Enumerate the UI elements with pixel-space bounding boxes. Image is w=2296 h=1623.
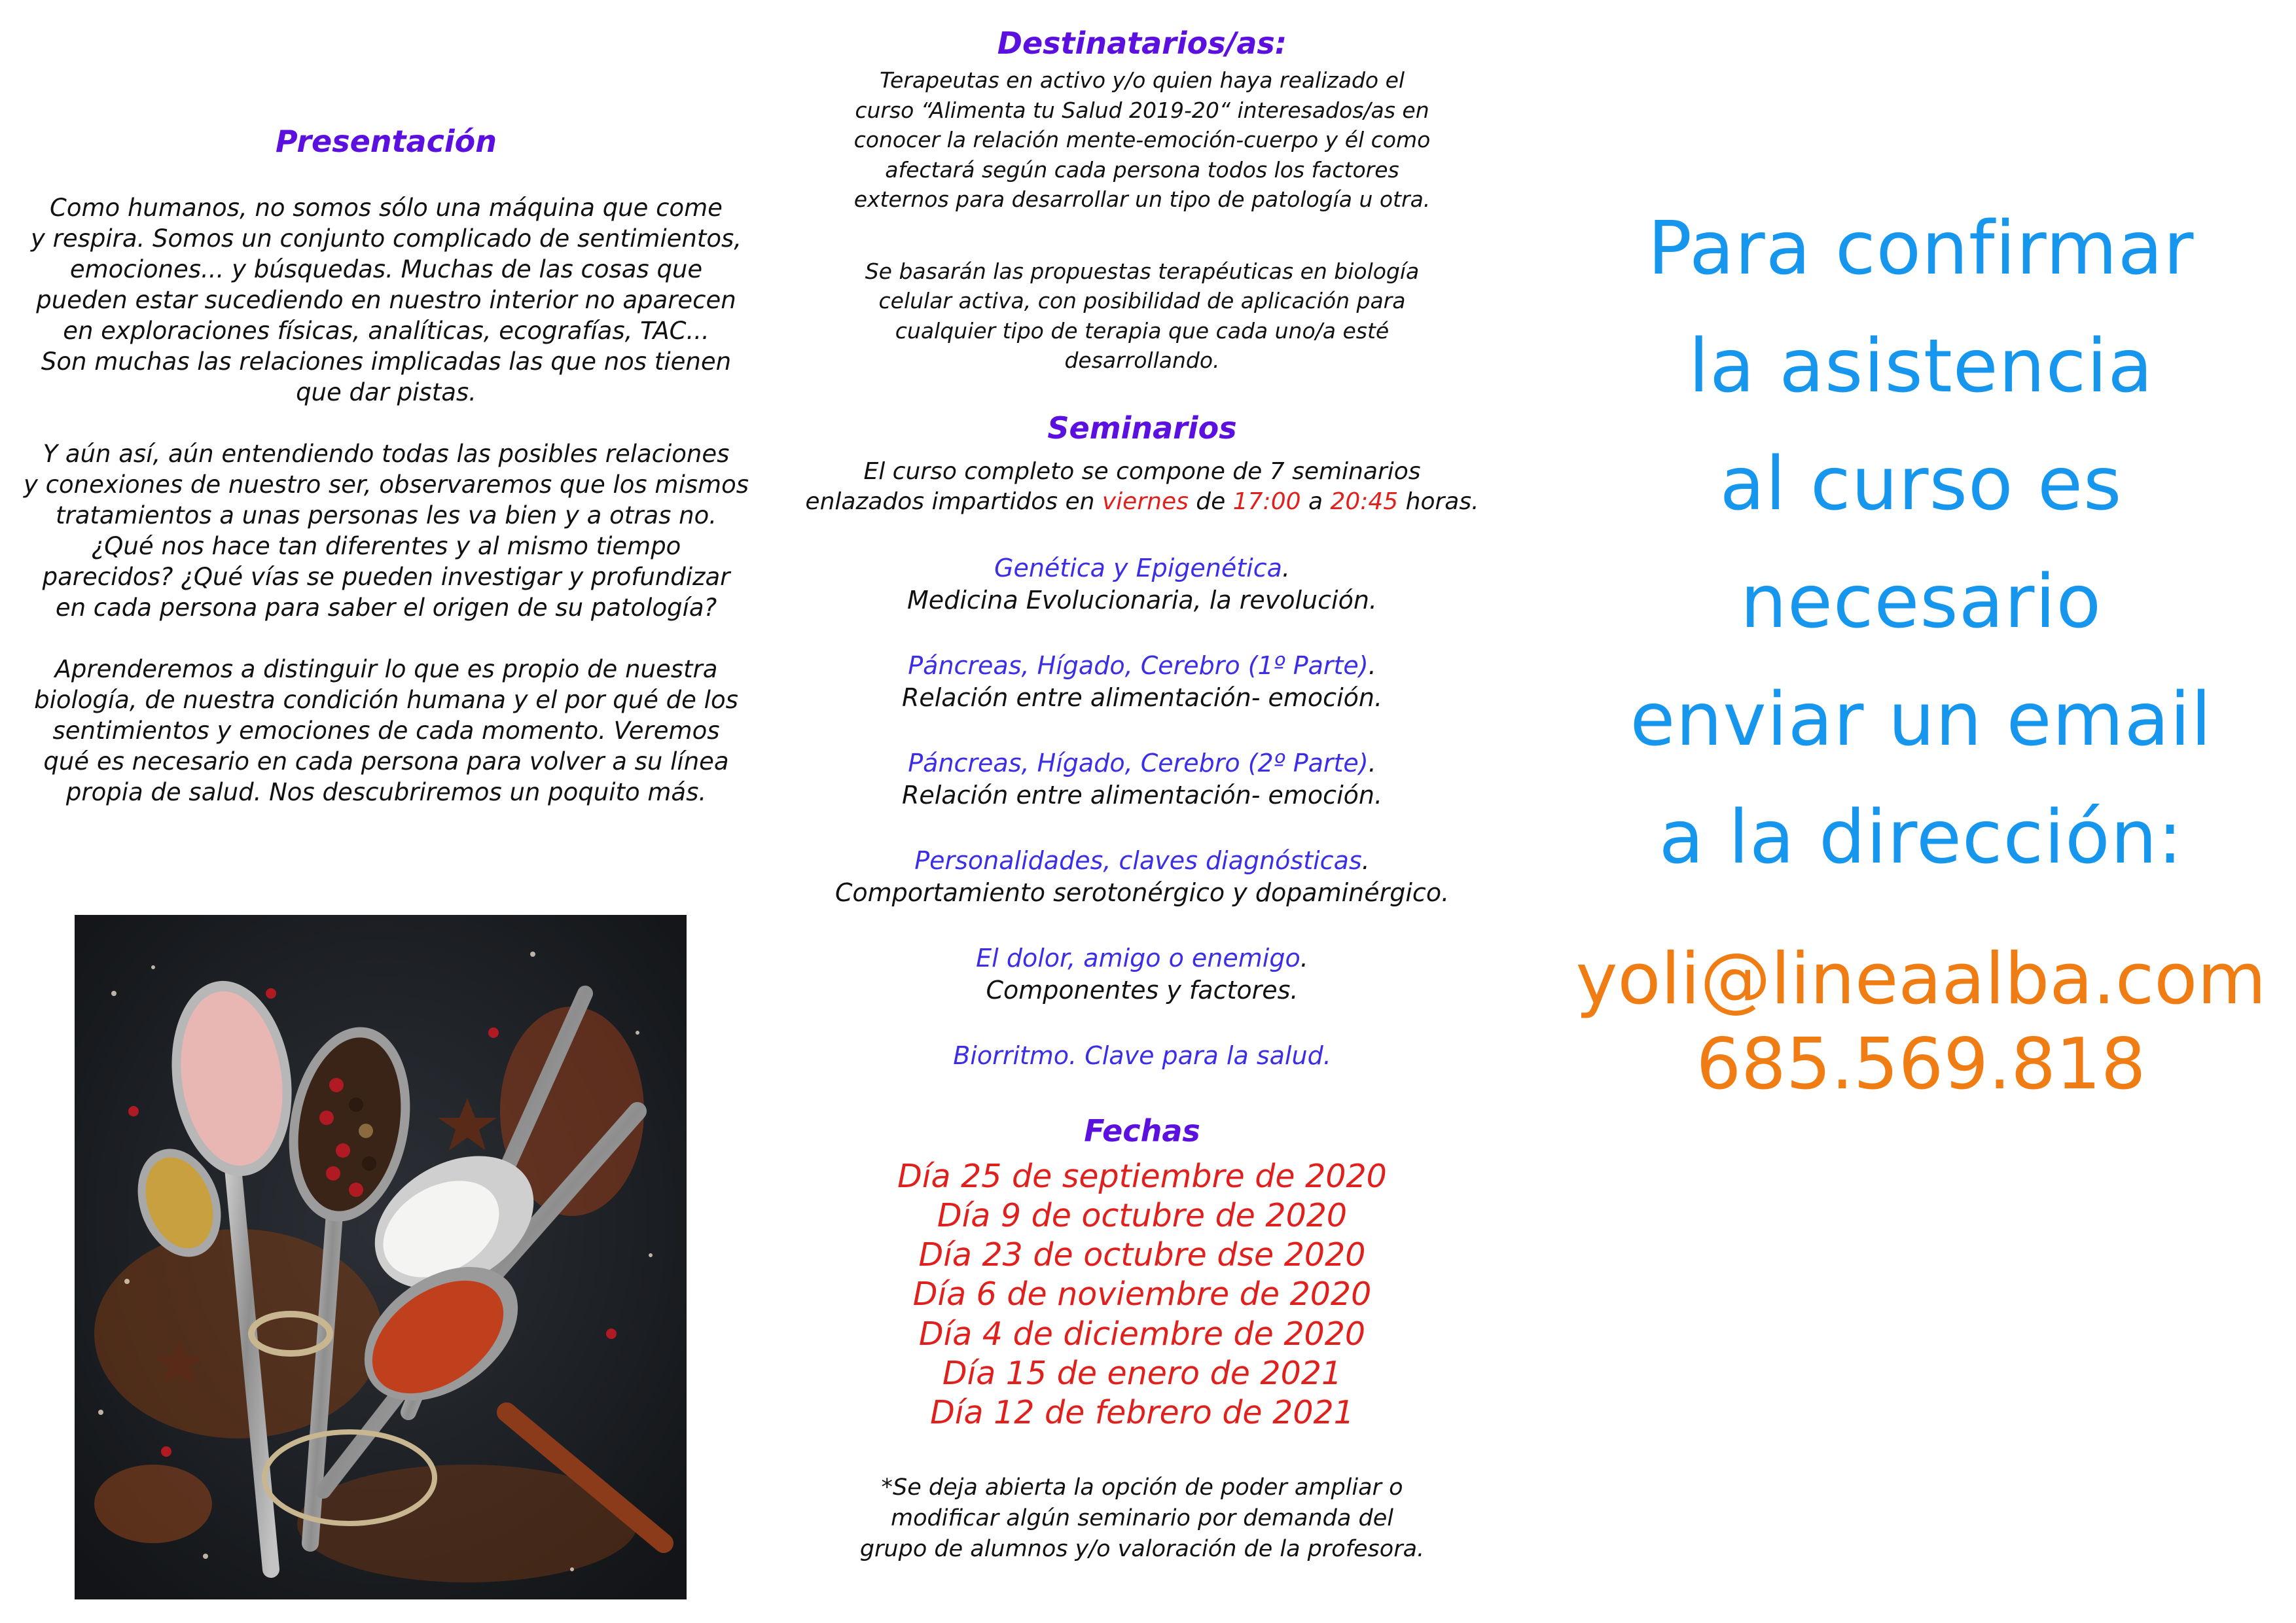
- text-line: *Se deja abierta la opción de poder ampliar o: [881, 1474, 1403, 1501]
- message-line: al curso es: [1719, 442, 2123, 527]
- confirmation-column: [1564, 190, 2278, 1107]
- text-line: y conexiones de nuestro ser, observaremos que los mismos: [24, 471, 749, 499]
- presentation-heading: Presentación: [276, 124, 497, 159]
- date-item: Día 6 de noviembre de 2020: [912, 1275, 1372, 1313]
- seminar-item: Páncreas, Hígado, Cerebro (2º Parte). Relación entre alimentación- emoción.: [792, 747, 1492, 812]
- text-line: que dar pistas.: [296, 378, 476, 406]
- presentation-column: [13, 122, 759, 838]
- message-line: Para confirmar: [1647, 206, 2195, 291]
- date-item: Día 12 de febrero de 2021: [930, 1394, 1354, 1432]
- text-line: pueden estar sucediendo en nuestro interior no aparecen: [36, 286, 736, 314]
- seminar-title: Biorritmo. Clave para la salud.: [953, 1041, 1331, 1070]
- message-line: a la dirección:: [1659, 795, 2183, 880]
- date-item: Día 9 de octubre de 2020: [937, 1196, 1348, 1234]
- text-line: tratamientos a unas personas les va bien y a otras no.: [55, 501, 717, 529]
- text-line: modificar algún seminario por demanda del: [891, 1505, 1393, 1531]
- seminar-start-time: 17:00: [1232, 488, 1301, 515]
- spices-illustration: [75, 915, 687, 1599]
- recipients-paragraph: [792, 257, 1492, 376]
- seminar-item: Páncreas, Hígado, Cerebro (1º Parte). Relación entre alimentación- emoción.: [792, 650, 1492, 714]
- date-item: Día 4 de diciembre de 2020: [918, 1315, 1366, 1353]
- text-line: Terapeutas en activo y/o quien haya realizado el: [879, 67, 1405, 93]
- text-line: El curso completo se compone de 7 seminarios: [863, 457, 1421, 485]
- seminar-description: Relación entre alimentación- emoción.: [901, 683, 1383, 712]
- text-line: Como humanos, no somos sólo una máquina que come: [50, 194, 723, 222]
- seminar-title: Páncreas, Hígado, Cerebro (2º Parte): [908, 748, 1369, 777]
- date-item: Día 23 de octubre dse 2020: [918, 1236, 1366, 1274]
- text-fragment: enlazados impartidos en: [805, 488, 1102, 515]
- confirmation-message: [1564, 190, 2278, 897]
- message-line: enviar un email: [1630, 677, 2212, 762]
- text-line: Aprenderemos a distinguir lo que es propio de nuestra: [54, 655, 718, 683]
- presentation-body: [13, 192, 759, 808]
- text-line: biología, de nuestra condición humana y el por qué de los: [34, 686, 738, 714]
- phone-number[interactable]: 685.569.818: [1696, 1024, 2146, 1105]
- text-line: Se basarán las propuestas terapéuticas en biología: [865, 258, 1420, 284]
- seminar-item: Personalidades, claves diagnósticas. Comportamiento serotonérgico y dopaminérgico.: [792, 845, 1492, 909]
- text-line: cualquier tipo de terapia que cada uno/a esté: [895, 317, 1390, 344]
- text-line: parecidos? ¿Qué vías se pueden investigar y profundizar: [42, 563, 730, 591]
- text-line: y respira. Somos un conjunto complicado de sentimientos,: [30, 224, 742, 253]
- spices-photo: [75, 915, 687, 1599]
- text-line: grupo de alumnos y/o valoración de la profesora.: [859, 1535, 1425, 1562]
- seminar-title: El dolor, amigo o enemigo: [976, 943, 1300, 972]
- seminar-day: viernes: [1102, 488, 1189, 515]
- text-line: Y aún así, aún entendiendo todas las posibles relaciones: [43, 440, 730, 468]
- text-line: celular activa, con posibilidad de aplicación para: [878, 288, 1406, 313]
- seminars-intro: [792, 457, 1492, 517]
- contact-info: [1564, 937, 2278, 1107]
- email-link[interactable]: yoli@lineaalba.com: [1575, 938, 2267, 1020]
- text-fragment: horas.: [1398, 488, 1479, 515]
- seminar-description: Componentes y factores.: [986, 975, 1299, 1005]
- date-item: Día 15 de enero de 2021: [942, 1354, 1342, 1392]
- seminar-item: El dolor, amigo o enemigo. Componentes y factores.: [792, 942, 1492, 1007]
- seminar-description: Relación entre alimentación- emoción.: [901, 780, 1383, 810]
- text-line: emociones... y búsquedas. Muchas de las cosas que: [69, 255, 703, 283]
- text-fragment: de: [1188, 488, 1233, 515]
- seminar-item: [792, 1040, 1492, 1072]
- seminar-title: Personalidades, claves diagnósticas: [914, 846, 1362, 875]
- text-line: ¿Qué nos hace tan diferentes y al mismo tiempo: [91, 532, 681, 560]
- seminar-title: Páncreas, Hígado, Cerebro (1º Parte): [908, 651, 1369, 680]
- text-line: en exploraciones físicas, analíticas, ecografías, TAC...: [63, 317, 709, 345]
- text-line: sentimientos y emociones de cada momento. Veremos: [52, 717, 720, 745]
- text-line: desarrollando.: [1064, 348, 1220, 373]
- text-line: qué es necesario en cada persona para volver a su línea: [43, 747, 729, 776]
- text-fragment: a: [1300, 488, 1331, 515]
- dates-list: [792, 1157, 1492, 1433]
- course-info-column: [792, 24, 1492, 1565]
- presentation-paragraph: [13, 438, 759, 623]
- presentation-paragraph: [13, 192, 759, 408]
- text-line: propia de salud. Nos descubriremos un poquito más.: [65, 778, 707, 806]
- seminar-item: Genética y Epigenética. Medicina Evolucionaria, la revolución.: [792, 552, 1492, 616]
- message-line: necesario: [1740, 560, 2102, 645]
- date-item: Día 25 de septiembre de 2020: [897, 1157, 1387, 1195]
- dates-heading: Fechas: [1084, 1113, 1200, 1149]
- message-line: la asistencia: [1689, 324, 2153, 409]
- text-line: curso “Alimenta tu Salud 2019-20“ interesados/as en: [855, 97, 1429, 123]
- text-line: conocer la relación mente-emoción-cuerpo y él como: [853, 127, 1431, 152]
- recipients-heading: Destinatarios/as:: [997, 26, 1287, 61]
- recipients-paragraph: [792, 65, 1492, 215]
- text-line: en cada persona para saber el origen de su patología?: [55, 594, 717, 622]
- seminar-description: Comportamiento serotonérgico y dopaminérgico.: [834, 878, 1450, 907]
- seminar-end-time: 20:45: [1330, 488, 1399, 515]
- text-line: Son muchas las relaciones implicadas las que nos tienen: [41, 348, 732, 376]
- dates-note: [792, 1472, 1492, 1565]
- seminar-title: Genética y Epigenética: [994, 553, 1282, 582]
- text-line: externos para desarrollar un tipo de patología u otra.: [853, 187, 1431, 212]
- presentation-paragraph: [13, 654, 759, 808]
- seminar-description: Medicina Evolucionaria, la revolución.: [907, 585, 1377, 615]
- text-line: afectará según cada persona todos los factores: [885, 156, 1399, 183]
- seminars-heading: Seminarios: [1047, 410, 1237, 446]
